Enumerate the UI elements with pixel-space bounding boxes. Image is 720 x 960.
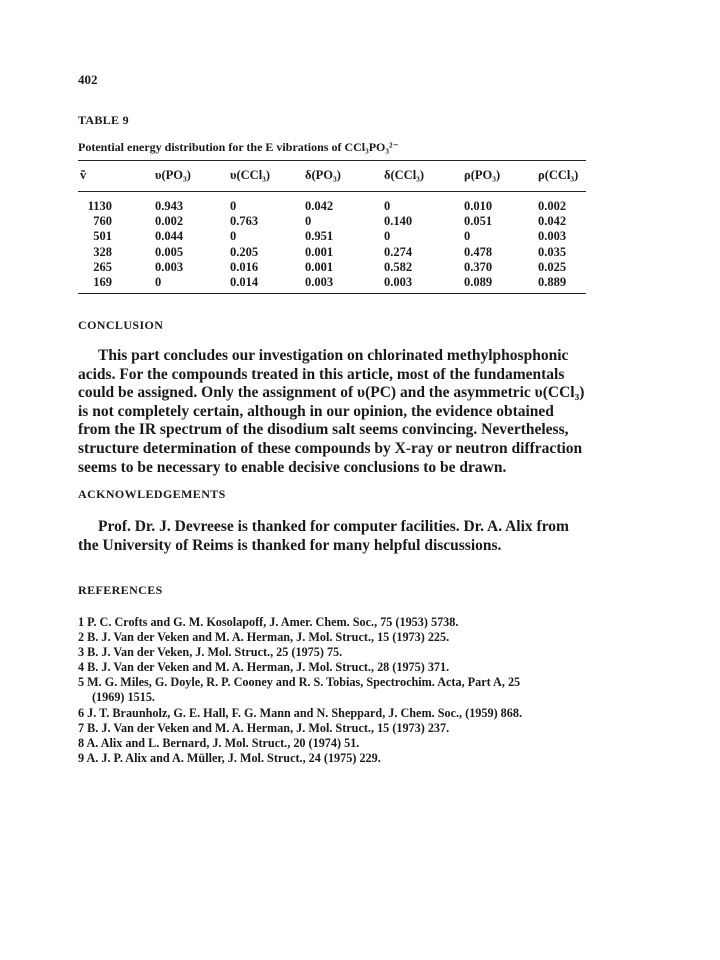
table-column-r-po3	[464, 199, 492, 290]
table-cell: 0	[384, 229, 391, 244]
table-cell: 0.016	[230, 259, 259, 274]
table-cell: 0	[155, 275, 162, 290]
references-list	[78, 615, 658, 766]
table-cell: 0.010	[464, 199, 493, 213]
table-cell: 0.943	[155, 199, 184, 213]
table-label: TABLE 9	[78, 113, 129, 127]
table-cell: 0.003	[305, 275, 334, 290]
table-cell: 0.051	[464, 214, 493, 229]
page-number: 402	[78, 72, 98, 87]
references-heading: REFERENCES	[78, 583, 163, 597]
table-cell: 169	[93, 275, 112, 290]
table-header-rule	[78, 191, 586, 192]
table-cell: 0.089	[464, 275, 493, 290]
table-cell: 0.044	[155, 229, 184, 244]
reference-item: 2 B. J. Van der Veken and M. A. Herman, J. Mol. Struct., 15 (1973) 225.	[78, 630, 450, 645]
paragraph-line: is not completely certain, although in our opinion, the evidence obtained	[78, 402, 554, 420]
paragraph-line: This part concludes our investigation on chlorinated methylphosphonic	[98, 347, 569, 364]
paragraph-line: the University of Reims is thanked for many helpful discussions.	[78, 536, 502, 554]
table-cell: 0.035	[538, 244, 567, 259]
reference-item: 1 P. C. Crofts and G. M. Kosolapoff, J. Amer. Chem. Soc., 75 (1953) 5738.	[78, 615, 459, 629]
reference-item: 7 B. J. Van der Veken and M. A. Herman, J. Mol. Struct., 15 (1973) 237.	[78, 720, 450, 735]
table-cell: 0.274	[384, 244, 413, 259]
table-cell: 0.001	[305, 259, 334, 274]
table-column-wavenumber	[78, 199, 112, 290]
reference-item: 3 B. J. Van der Veken, J. Mol. Struct., 25 (1975) 75.	[78, 645, 343, 660]
table-cell: 0	[230, 199, 237, 213]
table-cell: 760	[93, 214, 112, 229]
table-cell: 0.002	[155, 214, 184, 229]
table-cell: 0.001	[305, 244, 334, 259]
table-header-d-ccl3: δ(CCl₃)	[384, 168, 425, 182]
table-cell: 0	[305, 214, 312, 229]
acknowledgements-heading: ACKNOWLEDGEMENTS	[78, 487, 226, 501]
table-cell: 0	[464, 229, 471, 244]
table-cell: 265	[93, 259, 112, 274]
table-cell: 0.014	[230, 275, 259, 290]
table-caption: Potential energy distribution for the E vibrations of CCl₃PO₃²⁻	[78, 140, 399, 154]
table-cell: 501	[93, 229, 112, 244]
table-cell: 0	[384, 199, 391, 213]
table-column-v-ccl3	[230, 199, 258, 290]
table-cell: 0.025	[538, 259, 567, 274]
paragraph-line: seems to be necessary to enable decisive conclusions to be drawn.	[78, 458, 507, 476]
paragraph-line: structure determination of these compounds by X-ray or neutron diffraction	[78, 439, 583, 457]
table-column-d-po3	[305, 199, 333, 290]
table-cell: 0.005	[155, 244, 184, 259]
table-cell: 1130	[87, 199, 112, 213]
table-cell: 0	[230, 229, 237, 244]
paragraph-line: from the IR spectrum of the disodium salt seems convincing. Nevertheless,	[78, 421, 569, 439]
table-header-v-ccl3: υ(CCl₃)	[230, 168, 271, 182]
conclusion-paragraph	[78, 347, 656, 477]
reference-item: 8 A. Alix and L. Bernard, J. Mol. Struct., 20 (1974) 51.	[78, 735, 360, 750]
reference-item-continuation: (1969) 1515.	[92, 690, 155, 705]
table-cell: 0.042	[538, 214, 567, 229]
paragraph-line: could be assigned. Only the assignment of υ(PC) and the asymmetric υ(CCl₃)	[78, 384, 585, 402]
table-cell: 0.763	[230, 214, 259, 229]
table-header-d-po3: δ(PO₃)	[305, 168, 341, 182]
table-cell: 0.478	[464, 244, 493, 259]
table-top-rule	[78, 160, 586, 161]
paragraph-line: Prof. Dr. J. Devreese is thanked for computer facilities. Dr. A. Alix from	[98, 518, 569, 535]
table-cell: 0.370	[464, 259, 493, 274]
acknowledgements-paragraph	[78, 518, 656, 555]
table-header-wavenumber: ṽ	[80, 168, 87, 182]
conclusion-heading: CONCLUSION	[78, 318, 164, 332]
table-header-r-ccl3: ρ(CCl₃)	[538, 168, 579, 182]
table-cell: 0.140	[384, 214, 413, 229]
reference-item: 4 B. J. Van der Veken and M. A. Herman, J. Mol. Struct., 28 (1975) 371.	[78, 660, 450, 675]
table-cell: 0.003	[538, 229, 567, 244]
reference-item: 5 M. G. Miles, G. Doyle, R. P. Cooney and R. S. Tobias, Spectrochim. Acta, Part A, 25	[78, 675, 521, 690]
table-cell: 0.002	[538, 199, 567, 213]
table-cell: 0.042	[305, 199, 334, 213]
table-cell: 0.003	[155, 259, 184, 274]
table-cell: 0.205	[230, 244, 259, 259]
reference-item: 6 J. T. Braunholz, G. E. Hall, F. G. Mann and N. Sheppard, J. Chem. Soc., (1959) 868.	[78, 705, 523, 720]
paragraph-line: acids. For the compounds treated in this article, most of the fundamentals	[78, 365, 565, 383]
table-column-d-ccl3	[384, 199, 412, 290]
reference-item: 9 A. J. P. Alix and A. Müller, J. Mol. Struct., 24 (1975) 229.	[78, 750, 381, 765]
table-cell: 0.003	[384, 275, 413, 290]
table-cell: 0.582	[384, 259, 413, 274]
table-cell: 0.951	[305, 229, 334, 244]
table-header-r-po3: ρ(PO₃)	[464, 168, 501, 182]
table-cell: 0.889	[538, 275, 567, 290]
table-header-v-po3: υ(PO₃)	[155, 168, 191, 182]
table-column-v-po3	[155, 199, 183, 290]
table-column-r-ccl3	[538, 199, 566, 290]
table-cell: 328	[93, 244, 112, 259]
table-bottom-rule	[78, 293, 586, 294]
